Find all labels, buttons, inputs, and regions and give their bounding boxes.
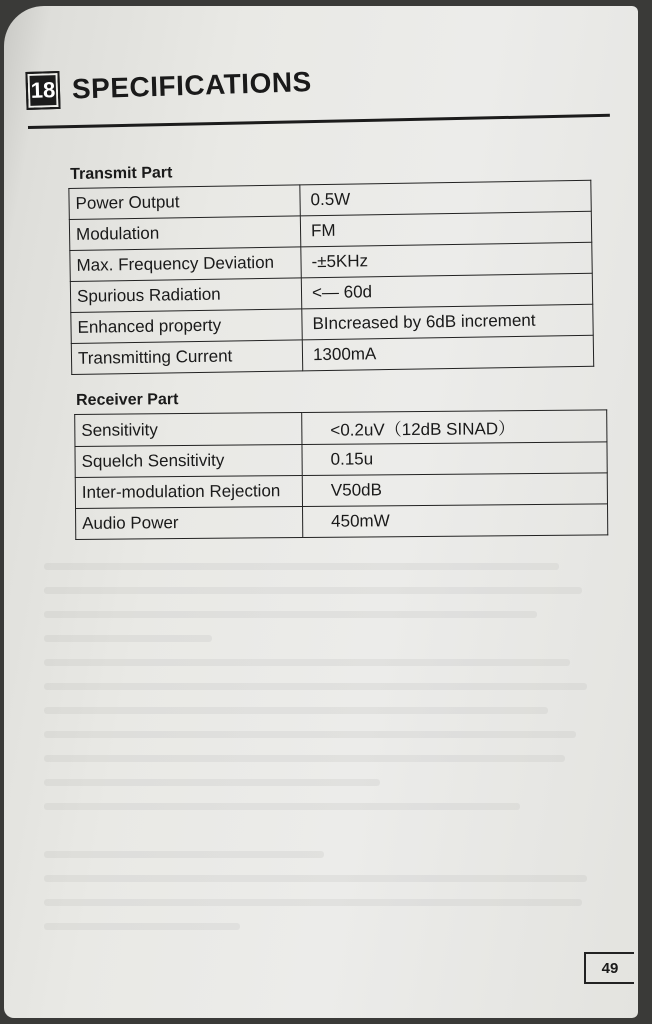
spec-value: BIncreased by 6dB increment [302,304,593,340]
spec-label: Power Output [69,185,300,220]
spec-value: 450mW [303,504,608,538]
receiver-spec-table [74,409,608,540]
spec-value: -±5KHz [301,242,592,278]
spec-value: FM [300,211,591,247]
table-row [75,410,607,447]
spec-label: Modulation [69,216,300,251]
spec-value: 1300mA [302,335,593,371]
spec-value: 0.15u [302,442,607,476]
spec-label: Enhanced property [71,309,302,344]
receiver-section-title: Receiver Part [75,391,179,409]
spec-label: Inter-modulation Rejection [75,476,302,509]
chapter-number-badge: 18 [25,71,60,110]
table-row [75,442,607,478]
transmit-section [68,158,594,375]
spec-value: <— 60d [301,273,592,309]
manual-page [4,6,638,1018]
spec-label: Squelch Sensitivity [75,445,302,478]
header-rule [28,114,610,129]
table-row [75,473,607,509]
transmit-section-title: Transmit Part [69,164,173,183]
spec-label: Max. Frequency Deviation [70,247,301,282]
page-title: SPECIFICATIONS [71,66,313,105]
spec-label: Audio Power [76,507,303,540]
transmit-spec-table [68,180,594,375]
spec-label: Transmitting Current [71,340,302,375]
spec-value: V50dB [302,473,607,507]
receiver-section [74,387,608,540]
bleed-through-text [44,546,604,946]
spec-value: <0.2uV（12dB SINAD） [302,410,607,445]
page-number: 49 [584,952,634,984]
spec-label: Sensitivity [75,413,302,447]
spec-value: 0.5W [300,180,591,216]
table-row [76,504,608,540]
spec-label: Spurious Radiation [70,278,301,313]
chapter-header [25,63,312,110]
